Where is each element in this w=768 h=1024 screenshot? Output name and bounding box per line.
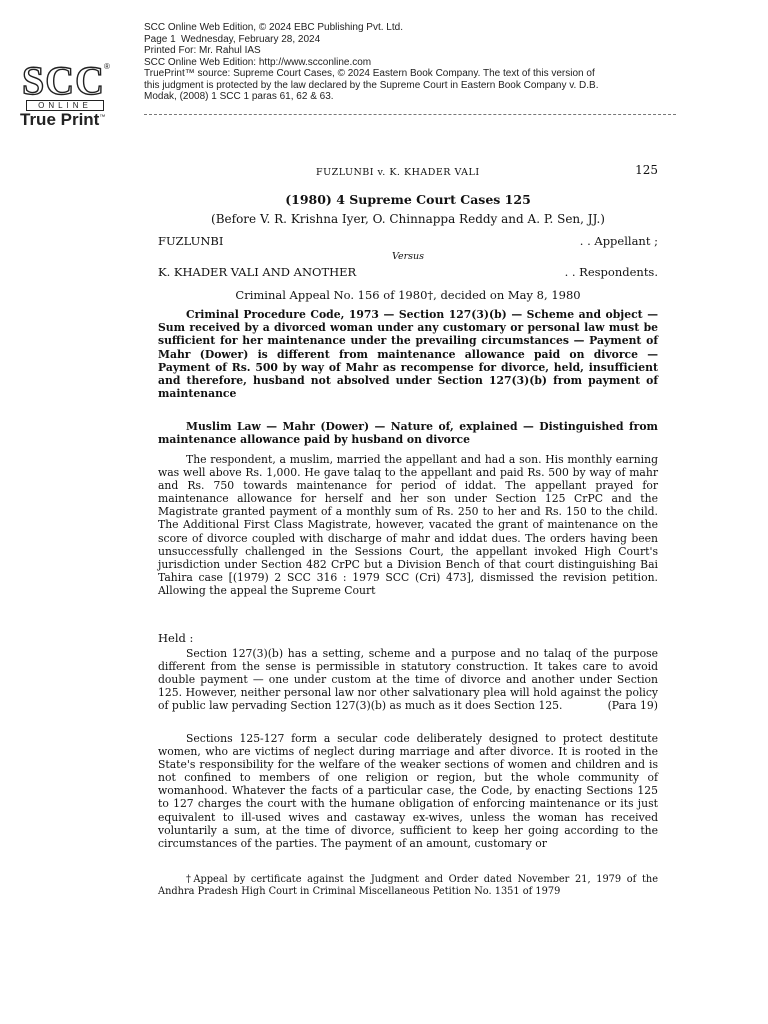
header-line-4: SCC Online Web Edition: http://www.scconline.com (144, 56, 372, 68)
headnote-1: Criminal Procedure Code, 1973 — Section 127(3)(b) — Scheme and object — Sum received by a divorced woman under any customary or personal law must be sufficient for her maintenance under the prevailing circumstances — Payment of Mahr (Dower) is different from maintenance allowance paid on divorce — Payment of Rs. 500 by way of Mahr as recompense for divorce, held, insufficient and therefore, husband not absolved under Section 127(3)(b) from payment of maintenance (158, 308, 658, 401)
held-label: Held : (158, 631, 194, 645)
header-line-2: Page 1 Wednesday, February 28, 2024 (144, 33, 321, 45)
bench: (Before V. R. Krishna Iyer, O. Chinnappa Reddy and A. P. Sen, JJ.) (211, 212, 605, 226)
held-paragraph-1: Section 127(3)(b) has a setting, scheme and a purpose and no talaq of the purpose different from the sense is permissible in statutory construction. It takes care to avoid double payment — one under custom at the time of divorce and another under Section 125. However, neither personal law nor other salvationary plea will hold against the policy of public law pervading Section 127(3)(b) as much as it does Section 125. (Para 19) (158, 647, 658, 713)
respondent-name: K. KHADER VALI AND ANOTHER (158, 265, 357, 279)
appeal-line: Criminal Appeal No. 156 of 1980†, decided on May 8, 1980 (235, 288, 581, 302)
respondent-row (158, 265, 658, 279)
footnote: †Appeal by certificate against the Judgment and Order dated November 21, 1979 of the Andhra Pradesh High Court in Criminal Miscellaneous Petition No. 1351 of 1979 (158, 874, 658, 897)
appellant-name: FUZLUNBI (158, 234, 224, 248)
header-line-6: this judgment is protected by the law declared by the Supreme Court in Eastern Book Company v. D.B. (144, 79, 599, 91)
logo-registered-mark: ® (104, 62, 110, 71)
held-paragraph-2: Sections 125-127 form a secular code deliberately designed to protect destitute women, who are victims of neglect during marriage and after divorce. It is rooted in the State's responsibility for the welfare of the weaker sections of women and children and is not confined to members of one religion or region, but the whole community of womanhood. Whatever the facts of a particular case, the Code, by enacting Sections 125 to 127 charges the court with the humane obligation of enforcing maintenance or its just equivalent to ill-used wives and castaway ex-wives, unless the woman has received voluntarily a sum, at the time of divorce, sufficient to keep her going according to the circumstances of the parties. The payment of an amount, customary or (158, 732, 658, 850)
respondent-role: . . Respondents. (564, 265, 658, 279)
print-header (144, 22, 744, 103)
logo-online-text: ONLINE (26, 100, 104, 111)
header-line-3: Printed For: Mr. Rahul IAS (144, 45, 261, 56)
header-line-7: Modak, (2008) 1 SCC 1 paras 61, 62 & 63. (144, 91, 334, 102)
logo-true-print: True Print™ (20, 110, 106, 129)
appellant-row (158, 234, 658, 248)
header-divider (144, 114, 676, 115)
headnote-2: Muslim Law — Mahr (Dower) — Nature of, explained — Distinguished from maintenance allowance paid by husband on divorce (158, 420, 658, 447)
logo-scc-text: SCC (22, 58, 106, 103)
facts-paragraph: The respondent, a muslim, married the appellant and had a son. His monthly earning was well above Rs. 1,000. He gave talaq to the appellant and paid Rs. 500 by way of mahr and Rs. 750 towards maintenance for period of iddat. The appellant prayed for maintenance allowance for herself and her son under Section 125 CrPC and the Magistrate granted payment of a monthly sum of Rs. 250 to her and Rs. 150 to the child. The Additional First Class Magistrate, however, vacated the grant of maintenance on the score of divorce coupled with discharge of mahr and iddat dues. The orders having been unsuccessfully challenged in the Sessions Court, the appellant invoked High Court's jurisdiction under Section 482 CrPC but a Division Bench of that court distinguishing Bai Tahira case [(1979) 2 SCC 316 : 1979 SCC (Cri) 473], dismissed the revision petition. Allowing the appeal the Supreme Court (158, 453, 658, 597)
scc-online-logo (20, 58, 120, 132)
header-line-5: TruePrint™ source: Supreme Court Cases, © 2024 Eastern Book Company. The text of this version of (144, 68, 595, 79)
para-reference: (Para 19) (607, 699, 658, 713)
running-head: FUZLUNBI v. K. KHADER VALI (316, 167, 480, 178)
header-line-1: SCC Online Web Edition, © 2024 EBC Publishing Pvt. Ltd. (144, 22, 403, 33)
page-number: 125 (635, 163, 658, 177)
case-citation: (1980) 4 Supreme Court Cases 125 (285, 192, 531, 207)
appellant-role: . . Appellant ; (579, 234, 658, 248)
versus: Versus (391, 251, 425, 262)
